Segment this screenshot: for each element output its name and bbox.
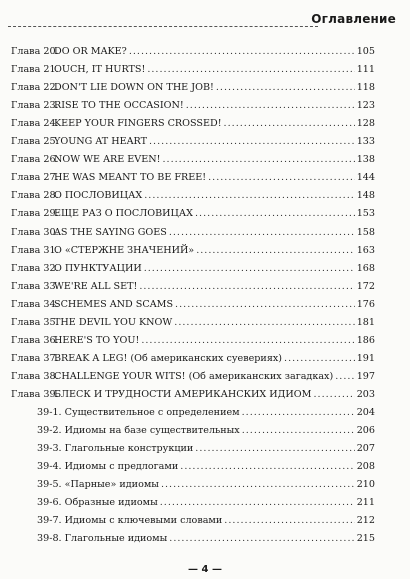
page-ref: 206 [356,425,375,437]
toc-chapter-row [11,166,375,184]
chapter-number: Глава 25. [11,136,59,148]
chapter-title: БЛЕСК И ТРУДНОСТИ АМЕРИКАНСКИХ ИДИОМ [54,388,312,400]
page-ref: 211 [356,497,375,509]
toc-chapter-row [11,365,375,383]
page-ref: 144 [356,172,375,184]
page-ref: 204 [356,406,375,418]
dot-leader [195,208,355,220]
toc-entry-label [11,335,139,347]
toc-chapter-row [11,202,375,220]
toc-entry-label [11,281,137,293]
chapter-number: Глава 30. [11,226,59,238]
dot-leader [169,533,354,545]
toc-chapter-row [11,383,375,401]
dot-leader [224,515,354,527]
toc-section-row [11,401,375,419]
page-ref: 138 [356,154,375,166]
toc-chapter-row [11,220,375,238]
toc-chapter-row [11,329,375,347]
chapter-title: CHALLENGE YOUR WITS! (Об американских загадках) [54,370,334,382]
page-ref: 153 [356,208,375,220]
toc-entry-label [11,100,184,112]
toc-entry-label [11,389,311,401]
section-title: 39-2. Идиомы на базе существительных [37,425,240,437]
chapter-title: BREAK A LEG! (Об американских суевериях) [54,352,283,364]
dot-leader [175,299,355,311]
dot-leader [139,281,354,293]
chapter-number: Глава 22. [11,82,59,94]
toc-chapter-row [11,311,375,329]
toc-entry-label [11,172,206,184]
dot-leader [284,353,355,365]
toc-chapter-row [11,130,375,148]
toc-entry-label [11,317,172,329]
page-ref: 215 [356,533,375,545]
toc-entry-label [11,299,173,311]
page-ref: 172 [356,280,375,292]
chapter-title: SCHEMES AND SCAMS [54,298,174,310]
toc-chapter-row [11,58,375,76]
section-title: 39-8. Глагольные идиомы [37,533,168,545]
chapter-title: О «СТЕРЖНЕ ЗНАЧЕНИЙ» [54,244,195,256]
dot-leader [195,443,354,455]
toc-chapter-row [11,293,375,311]
page-ref: 123 [356,100,375,112]
section-title: 39-5. «Парные» идиомы [37,479,159,491]
page-ref: 176 [356,298,375,310]
chapter-title: NOW WE ARE EVEN! [54,154,161,166]
header-title: Оглавление [311,12,396,26]
dot-leader [141,335,354,347]
toc-chapter-row [11,184,375,202]
page-ref: 118 [356,82,375,94]
dot-leader [180,461,354,473]
toc-entry-label [11,82,214,94]
toc-chapter-row [11,76,375,94]
toc-chapter-row [11,239,375,257]
toc-entry-label [11,118,222,130]
page-ref: 168 [356,262,375,274]
page-ref: 148 [356,190,375,202]
toc-section-row [11,455,375,473]
dot-leader [242,425,355,437]
chapter-number: Глава 38. [11,370,59,382]
chapter-title: О ПУНКТУАЦИИ [54,262,142,274]
page-ref: 191 [356,352,375,364]
table-of-contents [11,40,375,545]
chapter-number: Глава 21. [11,64,59,76]
toc-section-row [11,527,375,545]
section-title: 39-7. Идиомы с ключевыми словами [37,515,223,527]
page-ref: 128 [356,118,375,130]
chapter-title: DON'T LIE DOWN ON THE JOB! [54,82,214,94]
toc-section-row [11,509,375,527]
header-rule [8,26,318,27]
page-ref: 111 [356,64,375,76]
toc-section-row [11,473,375,491]
toc-chapter-row [11,257,375,275]
chapter-number: Глава 36. [11,334,59,346]
toc-section-row [11,419,375,437]
chapter-number: Глава 32. [11,262,59,274]
dot-leader [149,136,355,148]
toc-entry-label [11,46,127,58]
page-ref: 181 [356,316,375,328]
dot-leader [144,263,355,275]
toc-entry-label [11,154,160,166]
chapter-number: Глава 29. [11,208,59,220]
chapter-title: YOUNG AT HEART [54,136,147,148]
page-ref: 203 [356,388,375,400]
dot-leader [174,317,354,329]
chapter-title: ЕЩЕ РАЗ О ПОСЛОВИЦАХ [54,208,193,220]
chapter-title: HE WAS MEANT TO BE FREE! [54,172,207,184]
toc-entry-label [11,353,282,365]
chapter-number: Глава 20. [11,46,59,58]
page-ref: 212 [356,515,375,527]
dot-leader [161,479,355,491]
page-ref: 163 [356,244,375,256]
toc-section-row [11,491,375,509]
toc-chapter-row [11,347,375,365]
page-ref: 186 [356,334,375,346]
toc-entry-label [11,263,142,275]
dot-leader [144,190,354,202]
chapter-title: OUCH, IT HURTS! [54,64,146,76]
toc-entry-label [11,371,333,383]
dot-leader [147,64,354,76]
dot-leader [160,497,355,509]
dot-leader [216,82,355,94]
chapter-number: Глава 31. [11,244,59,256]
section-title: 39-6. Образные идиомы [37,497,158,509]
toc-chapter-row [11,94,375,112]
chapter-number: Глава 35. [11,316,59,328]
toc-chapter-row [11,148,375,166]
toc-chapter-row [11,275,375,293]
chapter-number: Глава 33. [11,280,59,292]
dot-leader [169,227,355,239]
chapter-number: Глава 34. [11,298,59,310]
toc-entry-label [11,208,193,220]
chapter-number: Глава 26. [11,154,59,166]
section-title: 39-3. Глагольные конструкции [37,443,194,455]
chapter-title: DO OR MAKE? [54,46,127,58]
toc-entry-label [11,227,167,239]
chapter-title: AS THE SAYING GOES [54,226,167,238]
toc-entry-label [11,136,147,148]
chapter-title: HERE'S TO YOU! [54,334,140,346]
chapter-title: О ПОСЛОВИЦАХ [54,190,143,202]
page-ref: 158 [356,226,375,238]
page-number: — 4 — [188,564,222,575]
page-ref: 208 [356,461,375,473]
page-ref: 210 [356,479,375,491]
toc-chapter-row [11,112,375,130]
toc-section-row [11,437,375,455]
section-title: 39-4. Идиомы с предлогами [37,461,179,473]
toc-entry-label [11,64,145,76]
chapter-title: WE'RE ALL SET! [54,280,138,292]
chapter-title: RISE TO THE OCCASION! [54,100,184,112]
page-header [0,0,410,30]
page-ref: 105 [356,46,375,58]
toc-chapter-row [11,40,375,58]
toc-entry-label [11,245,194,257]
chapter-number: Глава 27. [11,172,59,184]
chapter-number: Глава 23. [11,100,59,112]
chapter-title: THE DEVIL YOU KNOW [54,316,173,328]
dot-leader [162,154,354,166]
dot-leader [186,100,355,112]
page-ref: 133 [356,136,375,148]
chapter-number: Глава 37. [11,352,59,364]
chapter-number: Глава 24. [11,118,59,130]
page-ref: 207 [356,443,375,455]
chapter-number: Глава 28. [11,190,59,202]
dot-leader [335,371,354,383]
dot-leader [313,389,354,401]
dot-leader [196,245,355,257]
chapter-title: KEEP YOUR FINGERS CROSSED! [54,118,222,130]
dot-leader [224,118,355,130]
dot-leader [129,46,355,58]
section-title: 39-1. Существительное с определением [37,406,240,418]
dot-leader [242,407,355,419]
dot-leader [208,172,355,184]
page-ref: 197 [356,370,375,382]
toc-entry-label [11,190,142,202]
chapter-number: Глава 39. [11,388,59,400]
